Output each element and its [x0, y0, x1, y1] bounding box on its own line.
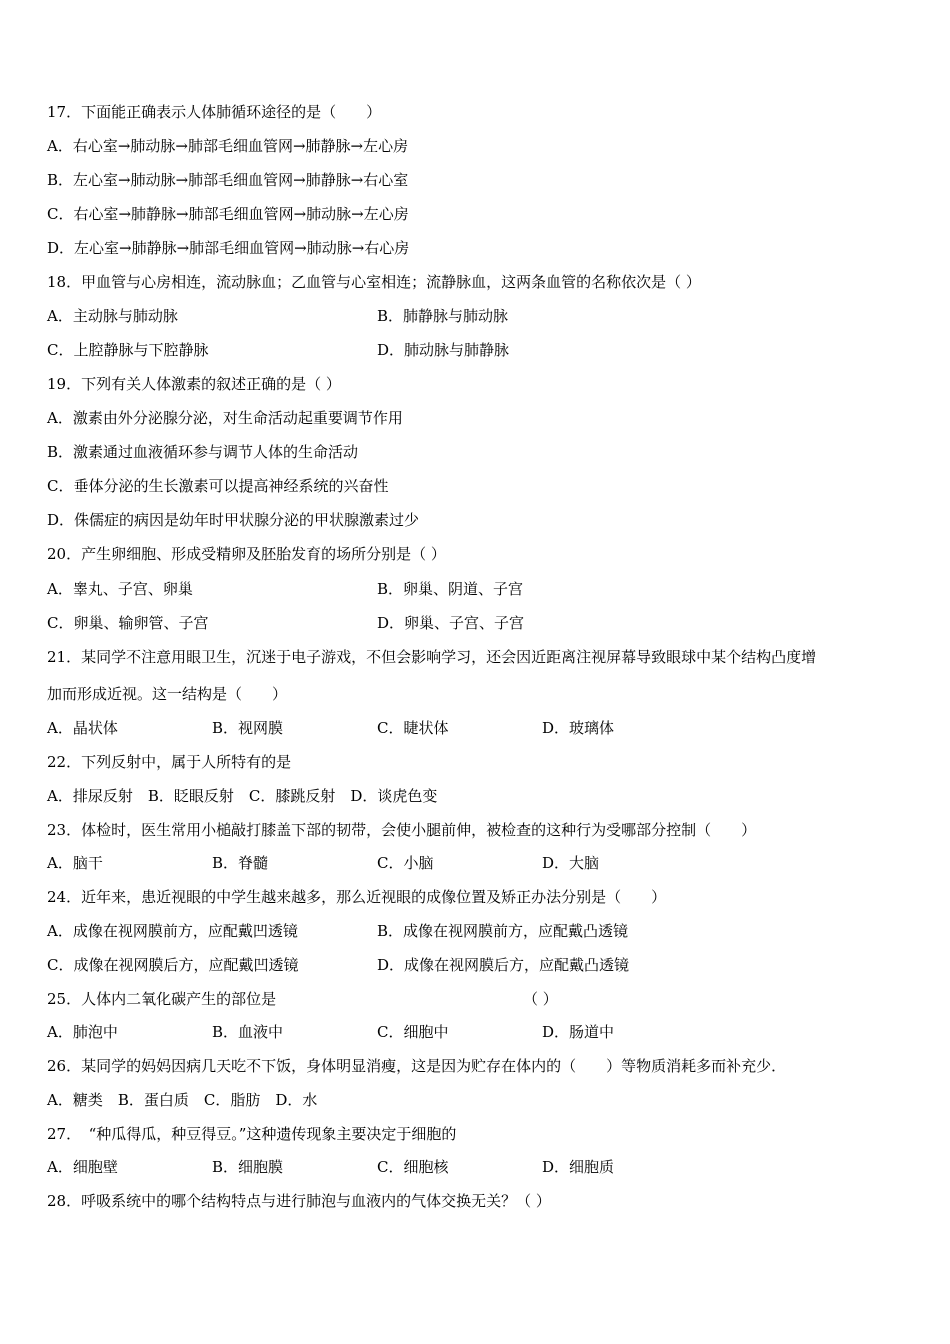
question-18-option-b: B．肺静脉与肺动脉 — [377, 307, 509, 325]
question-26-options: A．糖类 B．蛋白质 C．脂肪 D．水 — [47, 1091, 318, 1109]
question-18-stem: 18．甲血管与心房相连，流动脉血；乙血管与心室相连；流静脉血，这两条血管的名称依次是（ ） — [47, 273, 701, 291]
question-23-option-c: C．小脑 — [377, 854, 434, 872]
question-27-option-d: D．细胞质 — [542, 1158, 615, 1176]
question-20-stem: 20．产生卵细胞、形成受精卵及胚胎发育的场所分别是（ ） — [47, 545, 446, 563]
question-26-stem: 26．某同学的妈妈因病几天吃不下饭，身体明显消瘦，这是因为贮存在体内的（ ）等物质消耗多而补充少． — [47, 1057, 787, 1075]
question-25-option-b: B．血液中 — [212, 1023, 284, 1041]
question-20-option-c: C．卵巢、输卵管、子宫 — [47, 614, 209, 632]
question-28-stem: 28．呼吸系统中的哪个结构特点与进行肺泡与血液内的气体交换无关？（ ） — [47, 1192, 551, 1210]
question-21-option-c: C．睫状体 — [377, 719, 449, 737]
question-17-stem: 17．下面能正确表示人体肺循环途径的是（ ） — [47, 103, 382, 121]
question-27-option-c: C．细胞核 — [377, 1158, 449, 1176]
question-27-option-a: A．细胞壁 — [47, 1158, 118, 1176]
question-23-option-a: A．脑干 — [47, 854, 103, 872]
question-27-option-b: B．细胞膜 — [212, 1158, 284, 1176]
question-19-stem: 19．下列有关人体激素的叙述正确的是（ ） — [47, 375, 341, 393]
question-24-option-d: D．成像在视网膜后方，应配戴凸透镜 — [377, 956, 630, 974]
question-23-stem: 23．体检时，医生常用小槌敲打膝盖下部的韧带，会使小腿前伸，被检查的这种行为受哪部分控制（ ） — [47, 821, 757, 839]
question-21-option-a: A．晶状体 — [47, 719, 118, 737]
question-21-stem-line-1: 21．某同学不注意用眼卫生，沉迷于电子游戏，不但会影响学习，还会因近距离注视屏幕导致眼球中某个结构凸度增 — [47, 648, 817, 666]
question-18-option-a: A．主动脉与肺动脉 — [47, 307, 178, 325]
question-19-option-b: B．激素通过血液循环参与调节人体的生命活动 — [47, 443, 359, 461]
question-20-option-b: B．卵巢、阴道、子宫 — [377, 580, 524, 598]
question-17-option-d: D．左心室→肺静脉→肺部毛细血管网→肺动脉→右心房 — [47, 239, 410, 257]
question-19-option-d: D．侏儒症的病因是幼年时甲状腺分泌的甲状腺激素过少 — [47, 511, 420, 529]
question-25-option-a: A．肺泡中 — [47, 1023, 118, 1041]
question-27-stem: 27． “种瓜得瓜，种豆得豆。”这种遗传现象主要决定于细胞的 — [47, 1125, 457, 1143]
question-22-stem: 22．下列反射中，属于人所特有的是 — [47, 753, 292, 771]
question-22-options: A．排尿反射 B．眨眼反射 C．膝跳反射 D．谈虎色变 — [47, 787, 438, 805]
question-23-option-b: B．脊髓 — [212, 854, 269, 872]
question-20-option-a: A．睾丸、子宫、卵巢 — [47, 580, 193, 598]
question-23-option-d: D．大脑 — [542, 854, 600, 872]
question-21-stem-line-2: 加而形成近视。这一结构是（ ） — [47, 685, 288, 703]
question-24-stem: 24．近年来，患近视眼的中学生越来越多，那么近视眼的成像位置及矫正办法分别是（ ） — [47, 888, 667, 906]
question-17-option-b: B．左心室→肺动脉→肺部毛细血管网→肺静脉→右心室 — [47, 171, 409, 189]
question-20-option-d: D．卵巢、子宫、子宫 — [377, 614, 525, 632]
question-19-option-a: A．激素由外分泌腺分泌，对生命活动起重要调节作用 — [47, 409, 403, 427]
question-18-option-c: C．上腔静脉与下腔静脉 — [47, 341, 209, 359]
question-24-option-c: C．成像在视网膜后方，应配戴凹透镜 — [47, 956, 299, 974]
question-17-option-a: A．右心室→肺动脉→肺部毛细血管网→肺静脉→左心房 — [47, 137, 409, 155]
question-18-option-d: D．肺动脉与肺静脉 — [377, 341, 510, 359]
question-25-option-d: D．肠道中 — [542, 1023, 615, 1041]
question-25-answer-paren: （ ） — [523, 990, 558, 1008]
question-25-stem: 25．人体内二氧化碳产生的部位是 — [47, 990, 277, 1008]
question-19-option-c: C．垂体分泌的生长激素可以提高神经系统的兴奋性 — [47, 477, 389, 495]
question-25-option-c: C．细胞中 — [377, 1023, 449, 1041]
question-21-option-b: B．视网膜 — [212, 719, 284, 737]
question-21-option-d: D．玻璃体 — [542, 719, 615, 737]
question-17-option-c: C．右心室→肺静脉→肺部毛细血管网→肺动脉→左心房 — [47, 205, 409, 223]
question-24-option-a: A．成像在视网膜前方，应配戴凹透镜 — [47, 922, 298, 940]
question-24-option-b: B．成像在视网膜前方，应配戴凸透镜 — [377, 922, 629, 940]
